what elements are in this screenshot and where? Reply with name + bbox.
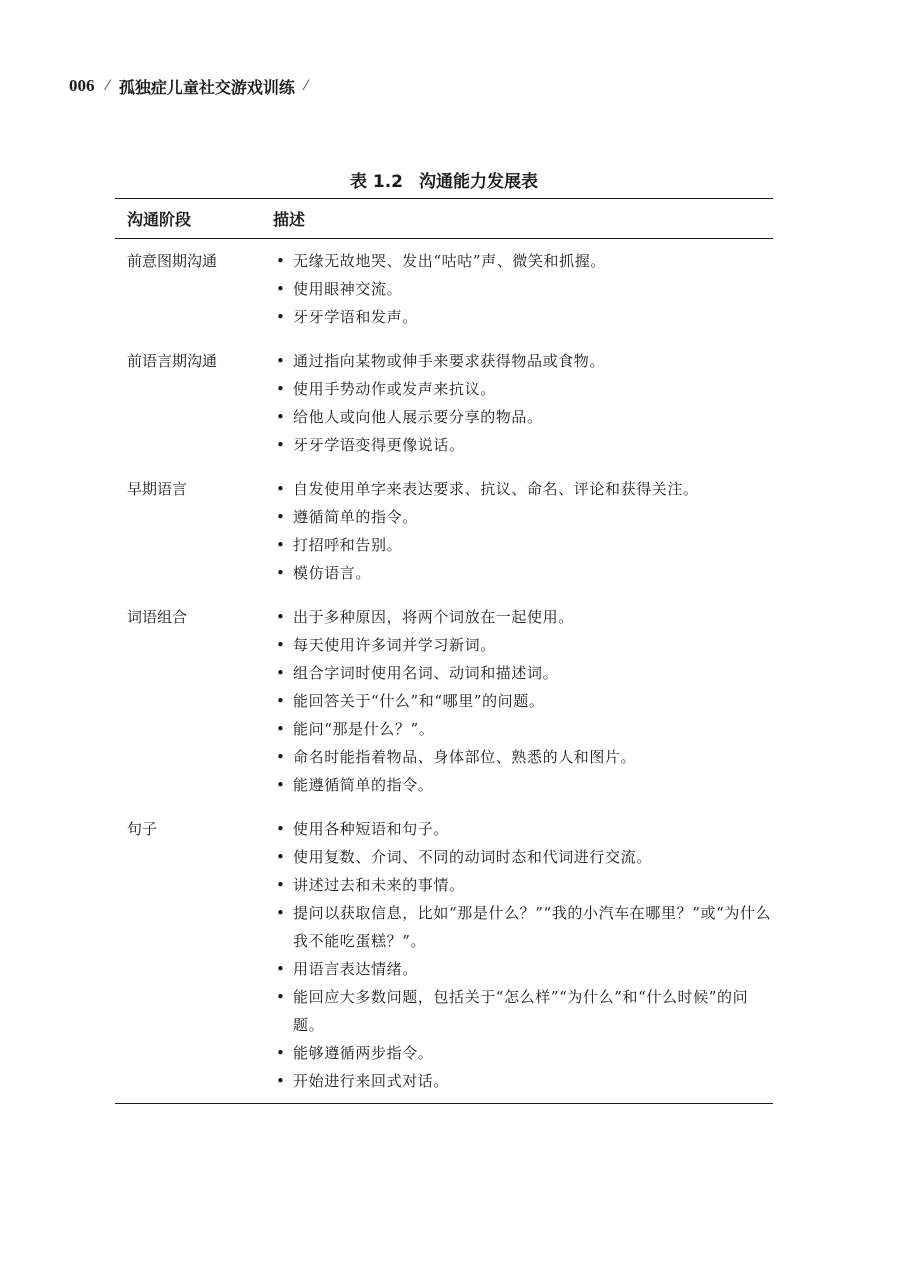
communication-development-table bbox=[115, 198, 773, 1104]
list-item: • 讲述过去和未来的事情。 bbox=[273, 871, 773, 899]
column-header-description: 描述 bbox=[273, 210, 306, 229]
list-item: • 给他人或向他人展示要分享的物品。 bbox=[273, 403, 773, 431]
list-item: • 使用各种短语和句子。 bbox=[273, 815, 773, 843]
list-item: • 能遵循简单的指令。 bbox=[273, 771, 773, 799]
list-item: • 打招呼和告别。 bbox=[273, 531, 773, 559]
list-item: • 用语言表达情绪。 bbox=[273, 955, 773, 983]
list-item: • 提问以获取信息，比如“那是什么？”“我的小汽车在哪里？”或“为什么我不能吃蛋糕？”。 bbox=[273, 899, 773, 955]
list-item: • 牙牙学语变得更像说话。 bbox=[273, 431, 773, 459]
stage-cell: 早期语言 bbox=[127, 480, 188, 498]
table-header-row bbox=[115, 199, 773, 239]
list-item: • 模仿语言。 bbox=[273, 559, 773, 587]
stage-cell: 前语言期沟通 bbox=[127, 352, 218, 370]
running-header bbox=[69, 73, 307, 99]
list-item: • 遵循简单的指令。 bbox=[273, 503, 773, 531]
stage-cell: 句子 bbox=[127, 820, 158, 838]
description-list bbox=[273, 603, 773, 799]
list-item: • 牙牙学语和发声。 bbox=[273, 303, 773, 331]
list-item: • 出于多种原因，将两个词放在一起使用。 bbox=[273, 603, 773, 631]
table-title: 沟通能力发展表 bbox=[419, 172, 539, 192]
separator-slash: ⁄ bbox=[304, 78, 308, 94]
stage-cell: 词语组合 bbox=[127, 608, 188, 626]
page-number: 006 bbox=[69, 76, 95, 95]
description-list bbox=[273, 815, 773, 1095]
book-title: 孤独症儿童社交游戏训练 bbox=[118, 77, 295, 97]
list-item: • 开始进行来回式对话。 bbox=[273, 1067, 773, 1095]
description-list bbox=[273, 475, 773, 587]
table-row bbox=[115, 807, 773, 1103]
list-item: • 能问“那是什么？”。 bbox=[273, 715, 773, 743]
description-list bbox=[273, 347, 773, 459]
description-list bbox=[273, 247, 773, 331]
list-item: • 自发使用单字来表达要求、抗议、命名、评论和获得关注。 bbox=[273, 475, 773, 503]
list-item: • 能够遵循两步指令。 bbox=[273, 1039, 773, 1067]
separator-slash: ⁄ bbox=[106, 78, 109, 94]
table-caption bbox=[115, 167, 773, 192]
list-item: • 无缘无故地哭、发出“咕咕”声、微笑和抓握。 bbox=[273, 247, 773, 275]
table-row bbox=[115, 239, 773, 339]
column-header-stage: 沟通阶段 bbox=[127, 210, 192, 229]
table-row bbox=[115, 595, 773, 807]
table-row bbox=[115, 339, 773, 467]
stage-cell: 前意图期沟通 bbox=[127, 252, 218, 270]
list-item: • 通过指向某物或伸手来要求获得物品或食物。 bbox=[273, 347, 773, 375]
table-row bbox=[115, 467, 773, 595]
list-item: • 能回应大多数问题，包括关于“怎么样”“为什么”和“什么时候”的问题。 bbox=[273, 983, 773, 1039]
list-item: • 组合字词时使用名词、动词和描述词。 bbox=[273, 659, 773, 687]
list-item: • 使用眼神交流。 bbox=[273, 275, 773, 303]
list-item: • 命名时能指着物品、身体部位、熟悉的人和图片。 bbox=[273, 743, 773, 771]
table-number: 表 1.2 bbox=[349, 172, 404, 192]
list-item: • 每天使用许多词并学习新词。 bbox=[273, 631, 773, 659]
list-item: • 使用手势动作或发声来抗议。 bbox=[273, 375, 773, 403]
list-item: • 使用复数、介词、不同的动词时态和代词进行交流。 bbox=[273, 843, 773, 871]
list-item: • 能回答关于“什么”和“哪里”的问题。 bbox=[273, 687, 773, 715]
